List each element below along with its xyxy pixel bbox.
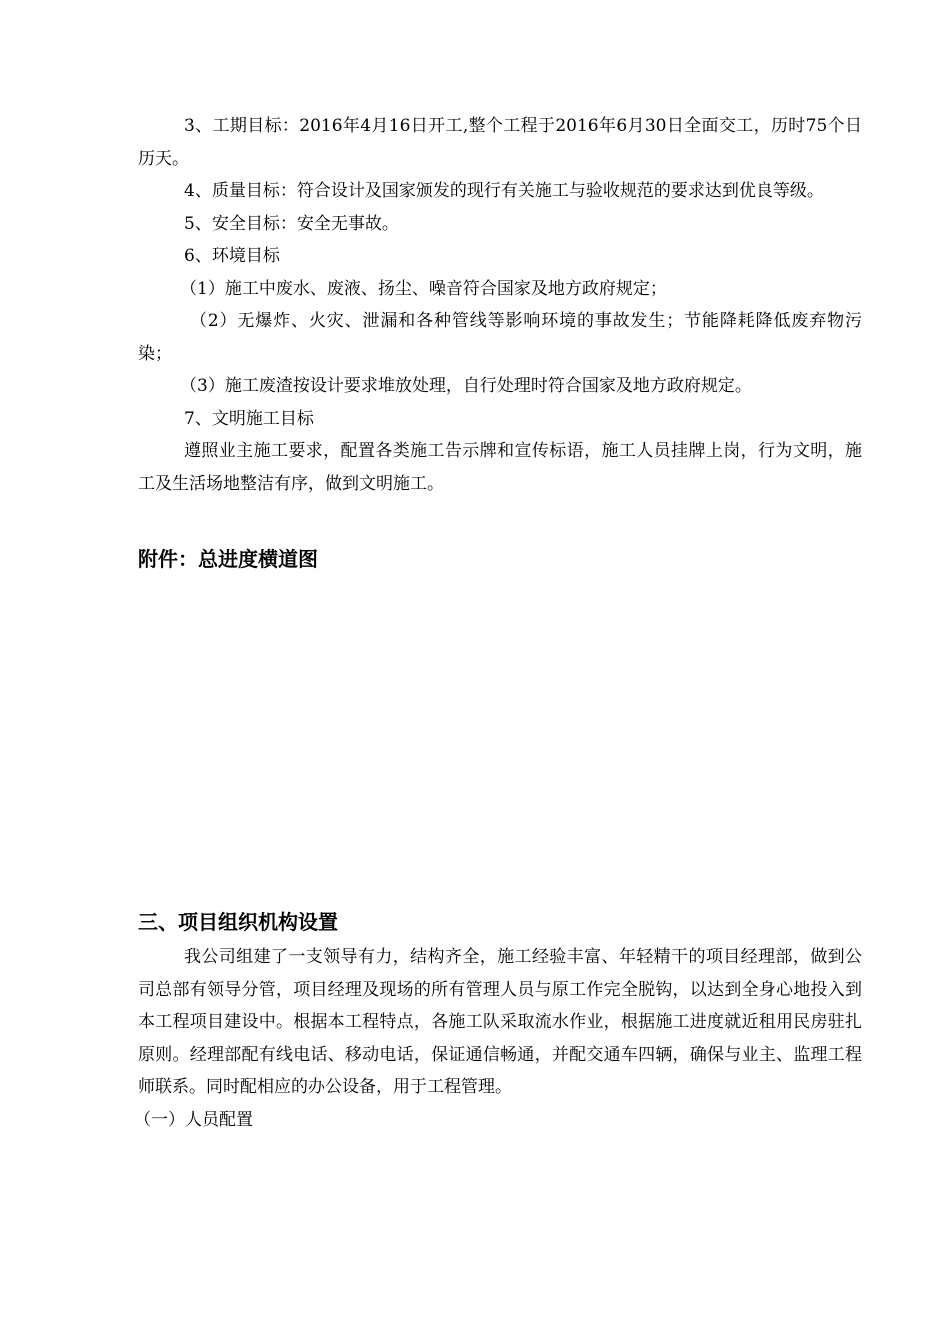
civilized-goal-body: 遵照业主施工要求，配置各类施工告示牌和宣传标语，施工人员挂牌上岗，行为文明，施工及生活场地整洁有序，做到文明施工。 bbox=[138, 441, 862, 494]
section-body: 我公司组建了一支领导有力，结构齐全，施工经验丰富、年轻精干的项目经理部，做到公司总部有领导分管，项目经理及现场的所有管理人员与原工作完全脱钩，以达到全身心地投入到本工程项目建设中。根据本工程特点，各施工队采取流水作业，根据施工进度就近租用民房驻扎原则。经理部配有线电话、移动电话，保证通信畅通，并配交通车四辆，确保与业主、监理工程师联系。同时配相应的办公设备，用于工程管理。 bbox=[138, 947, 862, 1097]
safety-goal: 5、安全目标：安全无事故。 bbox=[184, 213, 399, 234]
environment-item-2: （2）无爆炸、火灾、泄漏和各种管线等影响环境的事故发生；节能降耗降低废弃物污染； bbox=[138, 311, 862, 364]
gantt-chart-placeholder bbox=[138, 574, 862, 907]
quality-goal: 4、质量目标：符合设计及国家颁发的现行有关施工与验收规范的要求达到优良等级。 bbox=[184, 181, 824, 201]
civilized-goal-title: 7、文明施工目标 bbox=[184, 408, 314, 429]
environment-item-1: （1）施工中废水、废液、扬尘、噪音符合国家及地方政府规定； bbox=[180, 278, 667, 299]
section-heading: 三、项目组织机构设置 bbox=[138, 910, 338, 934]
environment-goal-title: 6、环境目标 bbox=[184, 246, 280, 266]
staffing-subheading: （一）人员配置 bbox=[134, 1109, 253, 1130]
document-page bbox=[134, 110, 862, 1136]
schedule-goal: 3、工期目标：2016年4月16日开工,整个工程于2016年6月30日全面交工，历时75个日历天。 bbox=[138, 116, 862, 169]
environment-item-3: （3）施工废渣按设计要求堆放处理，自行处理时符合国家及地方政府规定。 bbox=[180, 376, 752, 396]
attachment-heading: 附件：总进度横道图 bbox=[138, 547, 318, 571]
